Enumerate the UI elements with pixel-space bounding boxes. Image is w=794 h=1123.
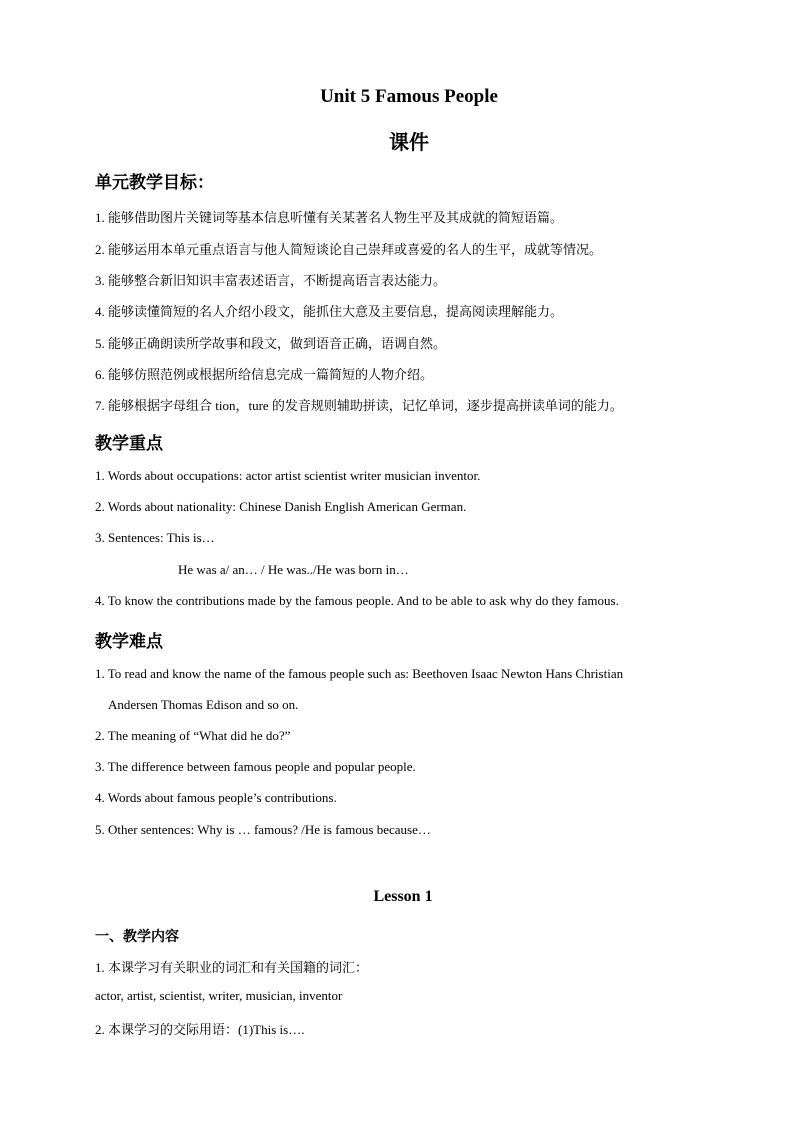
difficulty-item: 2. The meaning of “What did he do?” <box>95 728 291 743</box>
key-point-item: 2. Words about nationality: Chinese Danish English American German. <box>95 499 467 514</box>
key-points-heading: 教学重点 <box>95 434 163 453</box>
key-point-item: 4. To know the contributions made by the famous people. And to be able to ask why do they famous. <box>95 593 619 608</box>
lesson-content-heading: 一、教学内容 <box>95 930 179 945</box>
difficulty-item: 5. Other sentences: Why is … famous? /He is famous because… <box>95 822 431 837</box>
objective-item: 1. 能够借助图片关键词等基本信息听懂有关某著名人物生平及其成就的简短语篇。 <box>95 210 564 225</box>
lesson-item: 1. 本课学习有关职业的词汇和有关国籍的词汇： <box>95 960 369 975</box>
objective-item: 7. 能够根据字母组合 tion，ture 的发音规则辅助拼读，记忆单词，逐步提高拼读单词的能力。 <box>95 398 623 413</box>
lesson-item: 2. 本课学习的交际用语：(1)This is…. <box>95 1022 305 1037</box>
difficulty-item: Andersen Thomas Edison and so on. <box>108 697 299 712</box>
objective-item: 5. 能够正确朗读所学故事和段文，做到语音正确，语调自然。 <box>95 336 447 351</box>
objective-item: 6. 能够仿照范例或根据所给信息完成一篇简短的人物介绍。 <box>95 367 434 382</box>
lesson-title: Lesson 1 <box>373 888 433 905</box>
objective-item: 2. 能够运用本单元重点语言与他人简短谈论自己崇拜或喜爱的名人的生平，成就等情况。 <box>95 242 603 257</box>
difficulty-item: 4. Words about famous people’s contributions. <box>95 790 337 805</box>
document-subtitle: 课件 <box>389 132 429 154</box>
key-point-item: 1. Words about occupations: actor artist scientist writer musician inventor. <box>95 468 481 483</box>
document-title: Unit 5 Famous People <box>320 86 498 107</box>
objective-item: 4. 能够读懂简短的名人介绍小段文，能抓住大意及主要信息，提高阅读理解能力。 <box>95 304 564 319</box>
objectives-heading: 单元教学目标： <box>95 173 214 192</box>
key-point-item: 3. Sentences: This is… <box>95 530 215 545</box>
key-point-item: He was a/ an… / He was../He was born in… <box>178 562 409 577</box>
objective-item: 3. 能够整合新旧知识丰富表述语言，不断提高语言表达能力。 <box>95 273 447 288</box>
difficulties-heading: 教学难点 <box>95 632 163 651</box>
difficulty-item: 3. The difference between famous people and popular people. <box>95 759 416 774</box>
difficulty-item: 1. To read and know the name of the famous people such as: Beethoven Isaac Newton Hans Christian <box>95 666 624 681</box>
lesson-item: actor, artist, scientist, writer, musician, inventor <box>95 988 343 1003</box>
